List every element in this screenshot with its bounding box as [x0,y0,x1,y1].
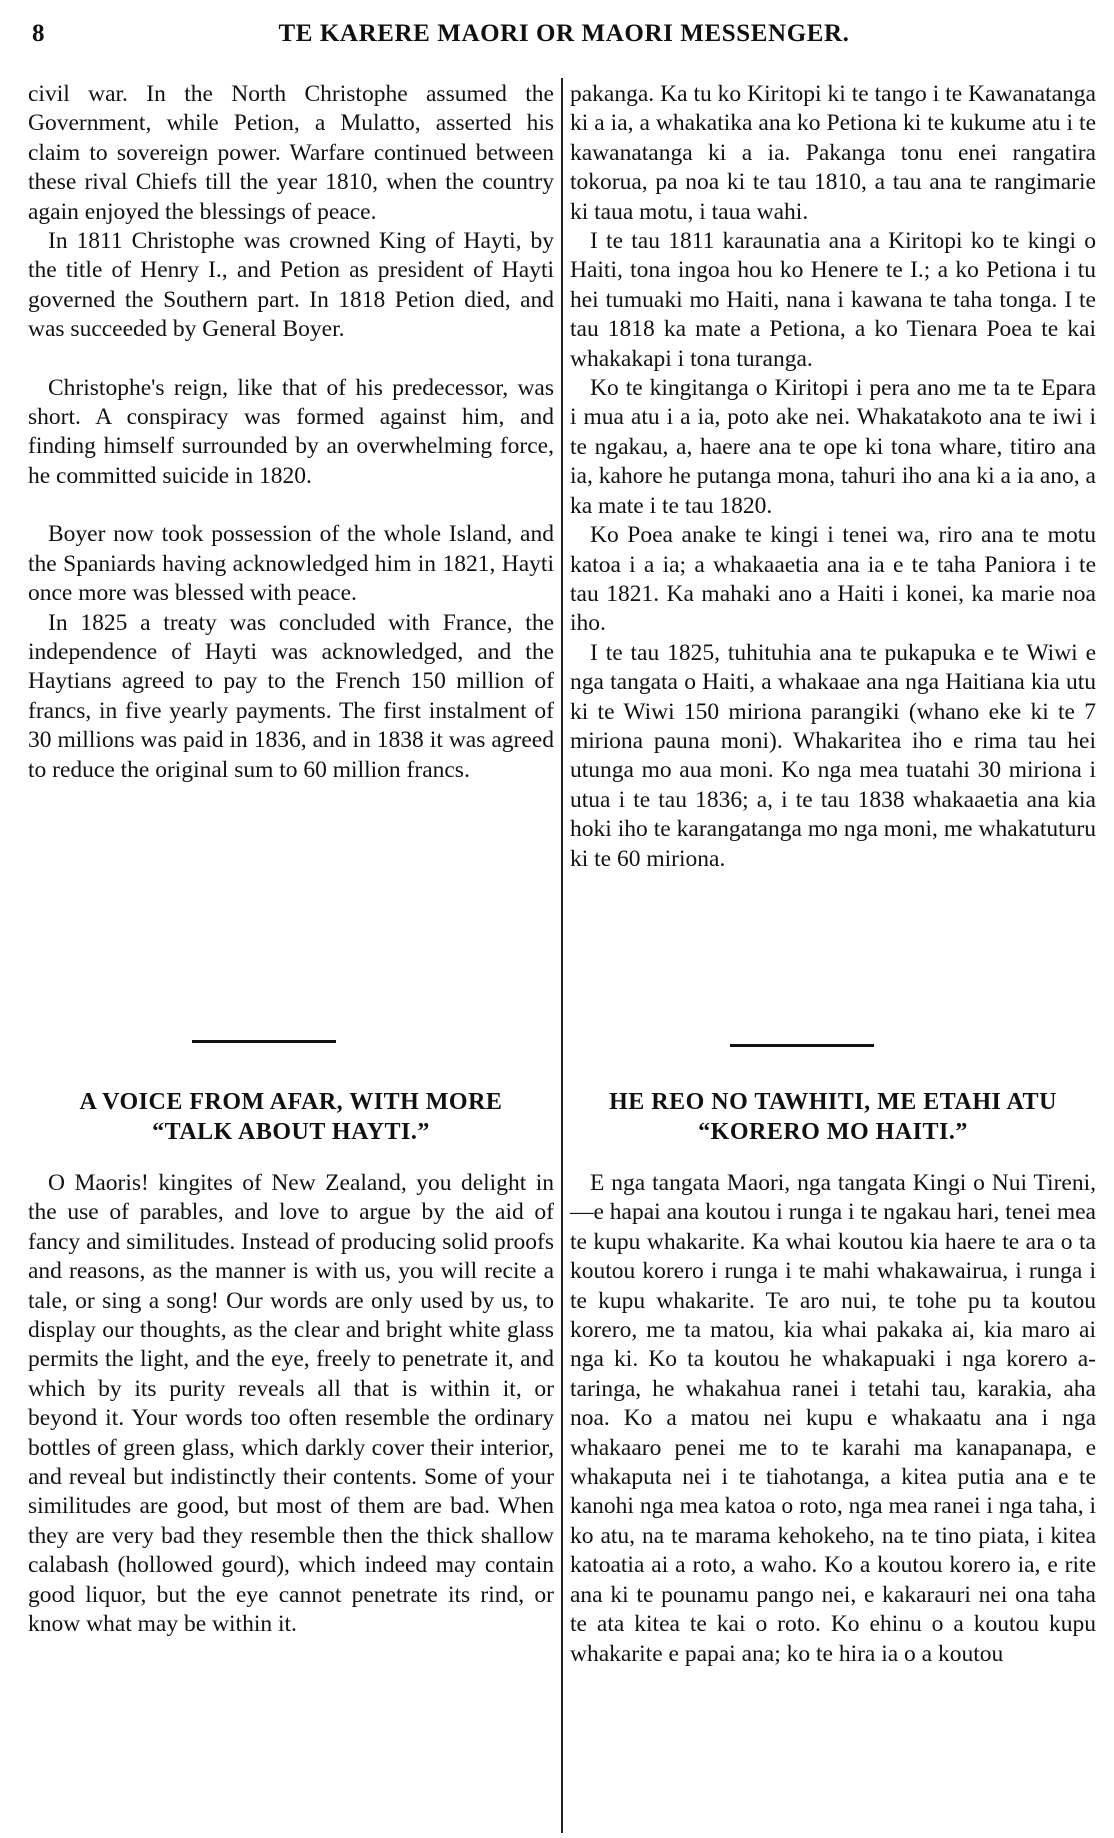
paragraph: I te tau 1825, tuhituhia ana te pukapuka e te Wiwi e nga tangata o Haiti, a whakaae ana nga Haitiana kia utu ki te Wiwi 150 miriona parangiki (whano eke ki te 7 miriona pauna moni). Whakaritea iho e rima tau hei utunga mo aua moni. Ko nga mea tuatahi 30 miriona i utua i te tau 1836; a, i te tau 1838 whakaaetia ana kia hoki iho te karangatanga mo nga moni, me whakatuturu ki te 60 miriona. [570,639,1096,872]
article-body-paragraph: E nga tangata Maori, nga tangata Kingi o Nui Tireni,—e hapai ana koutou i runga i te ngakau hari, tenei mea te kupu whakarite. Ka whai koutou kia haere te ara o ta koutou korero i runga i te mahi whakawairua, i runga i te kupu whakarite. Te aro nui, te tohe pu ta koutou korero, me ta matou, kia whai pakaka ai, kia maro ai nga ki. Ko ta koutou he whakapuaki i nga korero a-taringa, he whakahua ranei i tetahi tau, karakia, aha noa. Ko a matou nei kupu e whakaatu ana i nga whakaaro penei me to te karahi ma kanapanapa, e whakaputa nei i te tiahotanga, a kitea putia ana e te kanohi nga mea katoa o roto, nga mea ranei i nga taha, i ko atu, na te marama kehokeho, na te tino piata, i kitea katoatia ai a roto, a waho. Ko a koutou korero ia, e rite ana ki te pounamu pango nei, e kakarauri nei ona taha te ata kitea te kai o roto. Ko ehinu o a koutou kupu whakarite e papai ana; ko te hira ia o a koutou [570,1170,1096,1667]
article-maori [570,1087,1096,1669]
page-header [28,14,1100,54]
paragraph: Ko Poea anake te kingi i tenei wa, riro ana te motu katoa i a ia; a whakaaetia ana ia e te taha Paniora i te tau 1821. Ka mahaki ano a Haiti i konei, ka marie noa iho. [570,522,1096,637]
paragraph: Christophe's reign, like that of his predecessor, was short. A conspiracy was formed against him, and finding himself surrounded by an overwhelming force, he committed suicide in 1820. [28,374,554,489]
article-title-line-2: “TALK ABOUT HAYTI.” [152,1119,430,1145]
paragraph: In 1811 Christophe was crowned King of Hayti, by the title of Henry I., and Petion as president of Hayti governed the Southern part. In 1818 Petion died, and was succeeded by General Boyer. [28,228,554,343]
column-divider [561,78,563,1833]
article-english [28,1087,554,1640]
article-title-line-1: HE REO NO TAWHITI, ME ETAHI ATU [609,1089,1057,1115]
paragraph: pakanga. Ka tu ko Kiritopi ki te tango i te Kawanatanga ki a ia, a whakatika ana ko Petiona ki te kukume atu i te kawanatanga ki a ia. Pakanga tonu enei rangatira tokorua, pa noa ki te tau 1810, a tau ana te rangimarie ki taua motu, i taua wahi. [570,81,1096,225]
left-column [28,80,554,785]
running-title: TE KARERE MAORI OR MAORI MESSENGER. [278,20,850,47]
page-number: 8 [32,20,45,47]
article-body-paragraph: O Maoris! kingites of New Zealand, you delight in the use of parables, and love to argue by the aid of fancy and similitudes. Instead of producing solid proofs and reasons, as the manner is with us, you will recite a tale, or sing a song! Our words are only used by us, to display our thoughts, as the clear and bright white glass permits the light, and the eye, freely to penetrate it, and which by its purity reveals all that is within it, or beyond it. Your words too often resemble the ordinary bottles of green glass, which darkly cover their interior, and reveal but indistinctly their contents. Some of your similitudes are good, but most of them are bad. When they are very bad they resemble then the thick shallow calabash (hollowed gourd), which indeed may contain good liquor, but the eye cannot penetrate its rind, or know what may be within it. [28,1170,554,1638]
paragraph: Boyer now took possession of the whole Island, and the Spaniards having acknowledged him in 1821, Hayti once more was blessed with peace. [28,521,554,607]
paragraph: I te tau 1811 karaunatia ana a Kiritopi ko te kingi o Haiti, tona ingoa hou ko Henere te I.; a ko Petiona i tu hei tumuaki mo Haiti, nana i kawana te taha tonga. I te tau 1818 ka mate a Petiona, a ko Tienara Poea te kai whakakapi i tona turanga. [570,228,1096,372]
section-rule-right [730,1044,874,1047]
article-title-line-1: A VOICE FROM AFAR, WITH MORE [79,1089,503,1115]
paragraph: In 1825 a treaty was concluded with France, the independence of Hayti was acknowledged, and the Haytians agreed to pay to the French 150 million of francs, in five yearly payments. The first instalment of 30 millions was paid in 1836, and in 1838 it was agreed to reduce the original sum to 60 million francs. [28,609,554,783]
paragraph: Ko te kingitanga o Kiritopi i pera ano me ta te Epara i mua atu i a ia, poto ake nei. Whakatakoto ana te iwi i te ngakau, a, haere ana te ope ki tona whare, titiro ana ia, kahore he putanga mona, tahuri iho ana ki a ia ano, a ka mate i te tau 1820. [570,375,1096,519]
right-column [570,80,1096,874]
paragraph: civil war. In the North Christophe assumed the Government, while Petion, a Mulatto, asserted his claim to sovereign power. Warfare continued between these rival Chiefs till the year 1810, when the country again enjoyed the blessings of peace. [28,81,554,225]
section-rule-left [192,1040,336,1043]
article-title-line-2: “KORERO MO HAITI.” [698,1119,968,1145]
